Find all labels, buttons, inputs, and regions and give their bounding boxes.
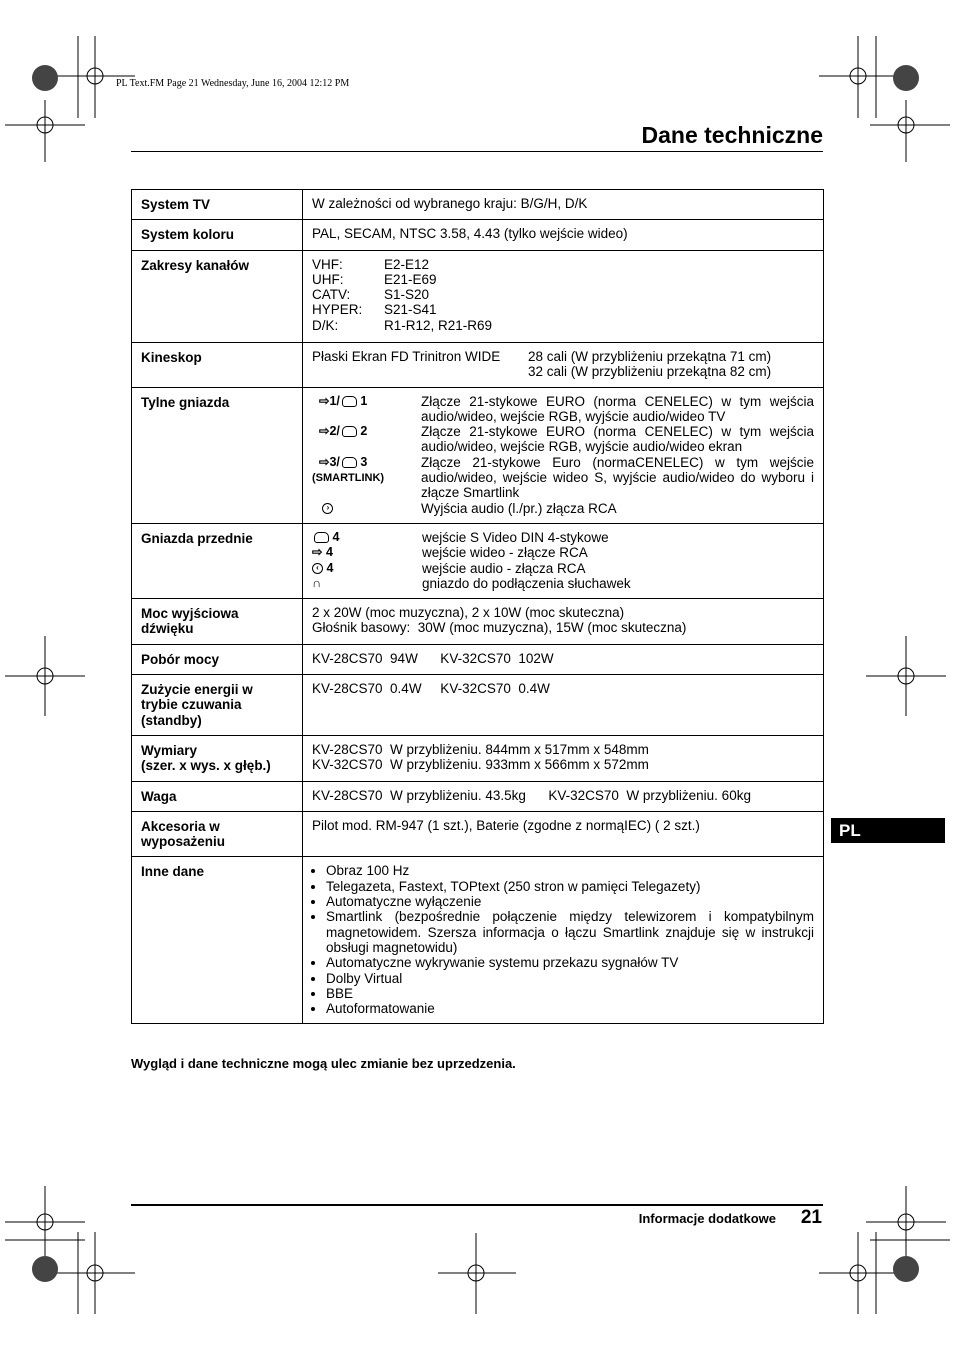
front-svideo-label: 4 [312,530,412,545]
table-row [132,190,824,220]
band-label: VHF: [312,256,343,272]
input-arrow-icon: ⇨ [318,424,330,439]
front-audio-label: ‹ 4 [312,561,412,576]
row-label: System TV [132,190,303,220]
table-row [132,811,824,857]
row-value [303,599,824,645]
row-value: KV-28CS70 94W KV-32CS70 102W [303,644,824,674]
scart-1-label: ⇨1/ 1 [318,393,368,408]
scart-icon [342,396,357,407]
tube-size-28: 28 cali (W przybliżeniu przekątna 71 cm) [528,348,772,364]
list-item: • Obraz 100 Hz [326,863,814,878]
table-row [132,387,824,523]
footer-section-name: Informacje dodatkowe [638,1211,776,1226]
headphones-label [312,576,412,591]
scart-2-desc: Złącze 21-stykowe EURO (norma CENELEC) w tym wejścia audio/wideo, wejście RGB, wyjście audio/wideo ekran [421,424,814,455]
band-range: E2-E12 [384,256,430,272]
list-item: • Telegazeta, Fastext, TOPtext (250 stron w pamięci Telegazety) [326,879,814,894]
audio-out-desc: Wyjścia audio (l./pr.) złącza RCA [421,500,617,516]
other-features-list [312,863,814,1016]
row-label: Pobór mocy [132,644,303,674]
band-label: HYPER: [312,302,363,318]
dims-28: KV-28CS70 W przybliżeniu. 844mm x 517mm x 548mm [312,741,649,757]
band-label: D/K: [312,317,339,333]
scart-1-desc: Złącze 21-stykowe EURO (norma CENELEC) w tym wejścia audio/wideo, wejście RGB, wyjście audio/wideo TV [421,393,814,424]
table-row [132,857,824,1024]
scart-icon [342,426,357,437]
headphones-icon: ∩ [312,575,321,590]
band-label: CATV: [312,287,351,303]
row-value: KV-28CS70 0.4W KV-32CS70 0.4W [303,675,824,736]
table-row [132,735,824,781]
scart-3-label: ⇨3/ 3 (SMARTLINK) [312,454,385,485]
row-value [303,857,824,1024]
table-row [132,523,824,598]
footer-rule [131,1204,823,1206]
table-row [132,675,824,736]
band-label: UHF: [312,271,344,287]
table-row [132,599,824,645]
video-input-icon: ⇨ [312,545,323,560]
row-label: Inne dane [132,857,303,1024]
tube-size-32: 32 cali (W przybliżeniu przekątna 82 cm) [528,363,772,379]
row-label: Moc wyjściowa dźwięku [132,599,303,645]
row-value [303,250,824,342]
power-line-1: 2 x 20W (moc muzyczna), 2 x 10W (moc skuteczna) [312,605,625,621]
tube-type: Płaski Ekran FD Trinitron WIDE [312,348,501,364]
table-row [132,342,824,387]
list-item: • BBE [326,986,814,1001]
front-audio-desc: wejście audio - złącza RCA [422,560,586,576]
front-video-label: ⇨ 4 [312,545,333,560]
row-label: Waga [132,781,303,811]
list-item: • Automatyczne wykrywanie systemu przekazu sygnałów TV [326,955,814,970]
list-item: • Automatyczne wyłączenie [326,894,814,909]
page-title: Dane techniczne [641,122,823,148]
list-item: • Autoformatowanie [326,1001,814,1016]
row-label: Zużycie energii w trybie czuwania (standby) [132,675,303,736]
row-label: Akcesoria w wyposażeniu [132,811,303,857]
row-value: Pilot mod. RM-947 (1 szt.), Baterie (zgodne z normąIEC) ( 2 szt.) [303,811,824,857]
audio-out-label [312,501,411,516]
list-item: • Smartlink (bezpośrednie połączenie między telewizorem i kompatybilnym magnetowidem. Szersza informacja o łączu Smartlink znajduje się w instrukcji obsługi magnetowidu) [326,909,814,955]
band-range: S21-S41 [384,302,437,318]
band-range: E21-E69 [384,271,437,287]
row-value [303,735,824,781]
scart-2-label: ⇨2/ 2 [318,424,368,439]
input-arrow-icon: ⇨ [318,454,330,469]
headphones-desc: gniazdo do podłączenia słuchawek [422,575,631,591]
row-value [303,342,824,387]
table-row [132,644,824,674]
row-value [303,387,824,523]
front-svideo-desc: wejście S Video DIN 4-stykowe [422,529,609,545]
power-line-2: Głośnik basowy: 30W (moc muzyczna), 15W (moc skuteczna) [312,620,687,636]
scart-3-desc: Złącze 21-stykowe Euro (normaCENELEC) w tym wejście audio/wideo, wejście wideo S, wyjście audio/wideo do wyboru i złącze Smartlink [421,454,814,501]
page-number: 21 [800,1207,822,1228]
row-label: Gniazda przednie [132,523,303,598]
channel-ranges [312,257,814,333]
band-range: S1-S20 [384,287,430,303]
smartlink-label: (SMARTLINK) [312,472,385,485]
row-label: Tylne gniazda [132,387,303,523]
svideo-input-icon [314,532,329,543]
row-value: PAL, SECAM, NTSC 3.58, 4.43 (tylko wejście wideo) [303,220,824,250]
language-tab: PL [831,818,945,843]
row-label: System koloru [132,220,303,250]
footnote: Wygląd i dane techniczne mogą ulec zmianie bez uprzedzenia. [131,1056,516,1071]
row-value [303,523,824,598]
row-label: Kineskop [132,342,303,387]
row-label: Wymiary (szer. x wys. x głęb.) [132,735,303,781]
table-row [132,250,824,342]
dims-32: KV-32CS70 W przybliżeniu. 933mm x 566mm x 572mm [312,757,649,773]
row-value: KV-28CS70 W przybliżeniu. 43.5kg KV-32CS70 W przybliżeniu. 60kg [303,781,824,811]
band-range: R1-R12, R21-R69 [384,317,493,333]
svideo-scart-icon [342,457,357,468]
spec-table [131,189,824,1024]
audio-input-icon: ‹ [312,563,323,574]
row-label: Zakresy kanałów [132,250,303,342]
row-value: W zależności od wybranego kraju: B/G/H, D/K [303,190,824,220]
list-item: • Dolby Virtual [326,971,814,986]
table-row [132,781,824,811]
front-video-desc: wejście wideo - złącze RCA [422,545,588,561]
audio-output-icon: › [322,503,333,514]
table-row [132,220,824,250]
file-header-note: PL Text.FM Page 21 Wednesday, June 16, 2004 12:12 PM [116,78,350,89]
title-rule [131,151,823,152]
input-arrow-icon: ⇨ [318,393,330,408]
